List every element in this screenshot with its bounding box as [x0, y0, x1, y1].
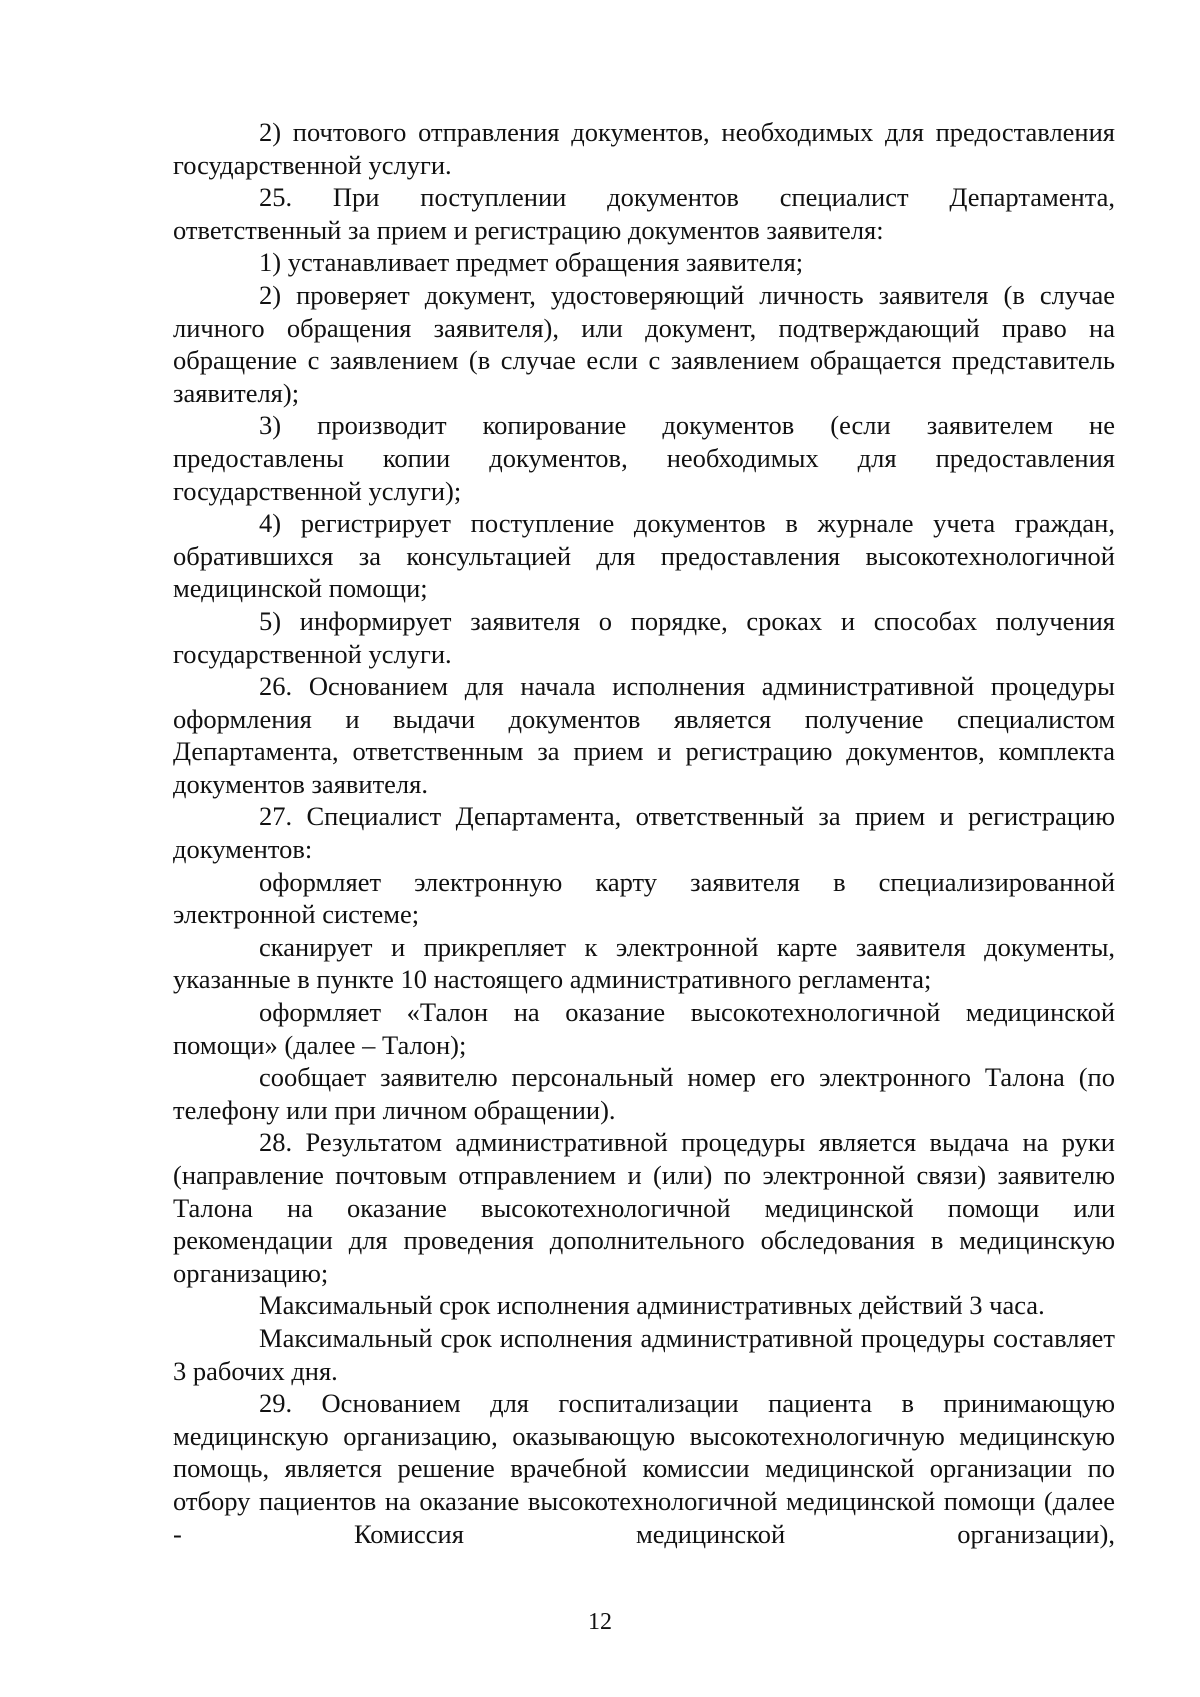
paragraph-17: 29. Основанием для госпитализации пациента в принимающую медицинскую организацию, оказывающую высокотехнологичную медицинскую помощь, является решение врачебной комиссии медицинской организации по отбору пациентов на оказание высокотехнологичной медицинской помощи (далее - Комиссия медицинской организации),	[173, 1388, 1115, 1549]
document-body	[173, 116, 1115, 1550]
paragraph-16: Максимальный срок исполнения административной процедуры составляет 3 рабочих дня.	[173, 1322, 1115, 1386]
paragraph-10: оформляет электронную карту заявителя в специализированной электронной системе;	[173, 866, 1115, 930]
paragraph-3: 1) устанавливает предмет обращения заявителя;	[259, 247, 804, 278]
page-number: 12	[588, 1609, 612, 1635]
paragraph-8: 26. Основанием для начала исполнения административной процедуры оформления и выдачи документов является получение специалистом Департамента, ответственным за прием и регистрацию документов, комплекта документов заявителя.	[173, 671, 1115, 799]
paragraph-15: Максимальный срок исполнения административных действий 3 часа.	[259, 1290, 1045, 1321]
paragraph-11: сканирует и прикрепляет к электронной карте заявителя документы, указанные в пункте 10 настоящего административного регламента;	[173, 931, 1115, 995]
paragraph-13: сообщает заявителю персональный номер его электронного Талона (по телефону или при личном обращении).	[173, 1062, 1115, 1125]
paragraph-9: 27. Специалист Департамента, ответственный за прием и регистрацию документов:	[173, 801, 1115, 865]
paragraph-7: 5) информирует заявителя о порядке, сроках и способах получения государственной услуги.	[173, 605, 1115, 669]
paragraph-2: 25. При поступлении документов специалист Департамента, ответственный за прием и регистрацию документов заявителя:	[173, 182, 1115, 245]
paragraph-5: 3) производит копирование документов (если заявителем не предоставлены копии документов, необходимых для предоставления государственной услуги);	[173, 410, 1115, 506]
paragraph-14: 28. Результатом административной процедуры является выдача на руки (направление почтовым отправлением и (или) по электронной связи) заявителю Талона на оказание высокотехнологичной медицинской помощи или рекомендации для проведения дополнительного обследования в медицинскую организацию;	[173, 1127, 1115, 1288]
paragraph-4: 2) проверяет документ, удостоверяющий личность заявителя (в случае личного обращения заявителя), или документ, подтверждающий право на обращение с заявлением (в случае если с заявлением обращается представитель заявителя);	[173, 279, 1115, 408]
paragraph-1: 2) почтового отправления документов, необходимых для предоставления государственной услуги.	[173, 117, 1115, 180]
paragraph-12: оформляет «Талон на оказание высокотехнологичной медицинской помощи» (далее – Талон);	[173, 997, 1115, 1060]
paragraph-6: 4) регистрирует поступление документов в журнале учета граждан, обратившихся за консультацией для предоставления высокотехнологичной медицинской помощи;	[173, 508, 1115, 604]
